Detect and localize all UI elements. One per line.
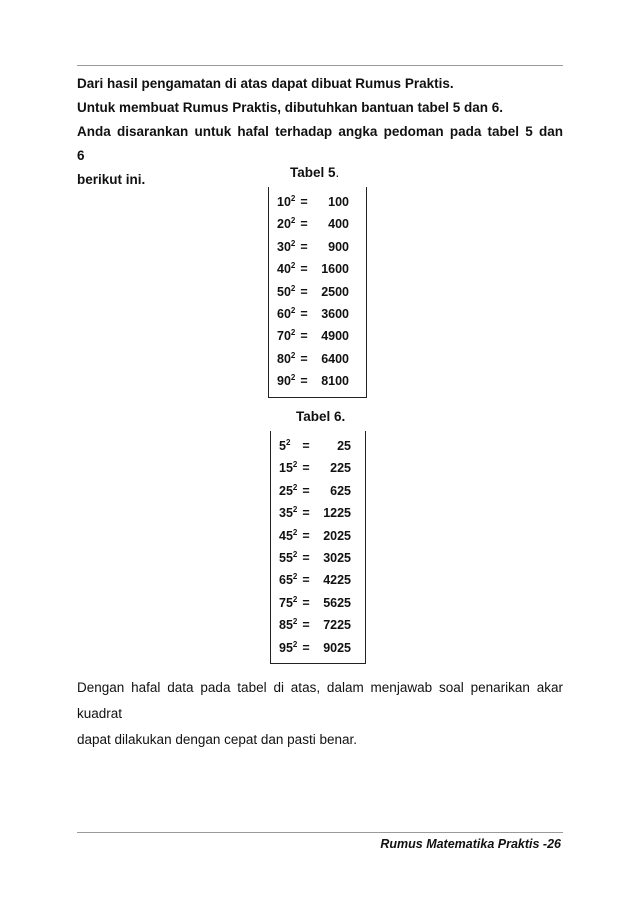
header-rule xyxy=(77,65,563,66)
table-row: $60^2 = 3600$ xyxy=(277,305,349,321)
table-row: $25^2 = 625$ xyxy=(279,482,351,498)
table-row: $80^2 = 6400$ xyxy=(277,350,349,366)
footer-rule xyxy=(77,832,563,833)
table5 xyxy=(268,187,367,398)
table-row: $10^2 = 100$ xyxy=(277,194,349,209)
table-row: $65^2 = 4225$ xyxy=(279,572,351,588)
table-row: $95^2 = 9025$ xyxy=(279,639,351,655)
table-row: $5^2 = 25$ xyxy=(279,438,351,453)
table-row: $50^2 = 2500$ xyxy=(277,283,349,299)
table-row: $20^2 = 400$ xyxy=(277,216,349,232)
intro-line-1: Dari hasil pengamatan di atas dapat dibuat Rumus Praktis. xyxy=(77,76,454,91)
table-row: $15^2 = 225$ xyxy=(279,460,351,476)
page-footer: Rumus Matematika Praktis -26 xyxy=(380,837,561,851)
table-row: $90^2 = 8100$ xyxy=(277,373,349,389)
table-row: $40^2 = 1600$ xyxy=(277,261,349,277)
table-row: $70^2 = 4900$ xyxy=(277,328,349,344)
table-row: $55^2 = 3025$ xyxy=(279,549,351,565)
table6 xyxy=(270,431,366,664)
table5-caption xyxy=(290,165,339,181)
intro-line-2: Untuk membuat Rumus Praktis, dibutuhkan bantuan tabel 5 dan 6. xyxy=(77,100,504,115)
table-row: $35^2 = 1225$ xyxy=(279,505,351,521)
intro-line-3: Anda disarankan untuk hafal terhadap angka pedoman pada tabel 5 dan 6 xyxy=(77,124,563,163)
table-row: $85^2 = 7225$ xyxy=(279,617,351,633)
outro-line-1: Dengan hafal data pada tabel di atas, dalam menjawab soal penarikan akar kuadrat xyxy=(77,680,563,721)
table-row: $30^2 = 900$ xyxy=(277,238,349,254)
table-row: $45^2 = 2025$ xyxy=(279,527,351,543)
intro-line-4: berikut ini. xyxy=(77,172,146,187)
table6-caption: Tabel 6. xyxy=(296,409,346,424)
table5-caption-text: Tabel 5 xyxy=(290,165,336,180)
outro-paragraph xyxy=(77,675,563,753)
table-row: $75^2 = 5625$ xyxy=(279,594,351,610)
table5-caption-period: . xyxy=(335,165,340,180)
outro-line-2: dapat dilakukan dengan cepat dan pasti benar. xyxy=(77,732,357,747)
